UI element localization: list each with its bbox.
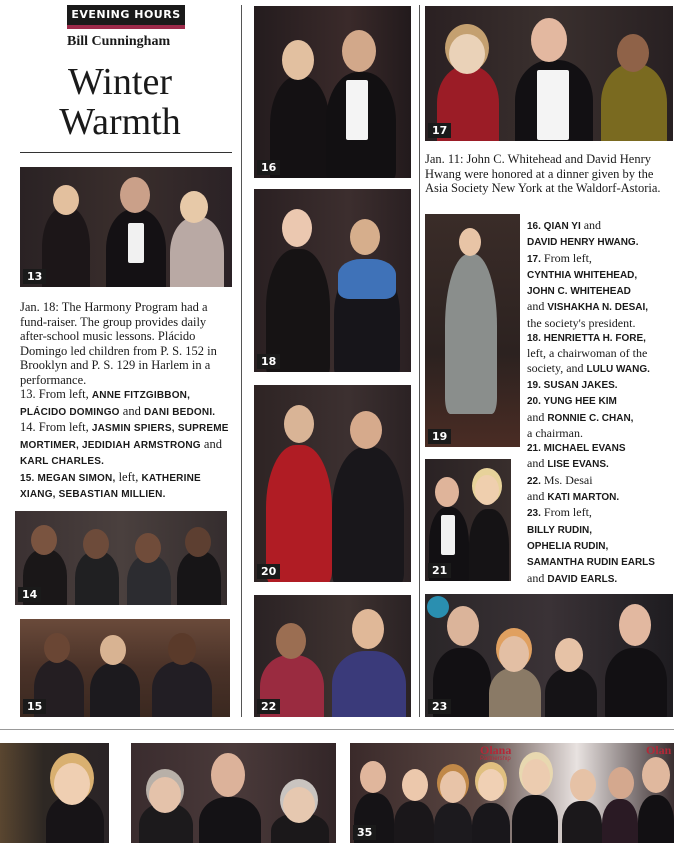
harmony-caption <box>20 300 234 503</box>
caption-name: KATI MARTON. <box>547 492 620 504</box>
photo-number: 35 <box>353 825 376 840</box>
photo-number: 16 <box>257 160 280 175</box>
photo-19 <box>425 214 520 447</box>
caption-name: JOHN C. WHITEHEAD <box>527 286 631 298</box>
caption-14-name: KARL CHARLES. <box>20 456 105 467</box>
photo-21 <box>425 459 511 581</box>
title-divider <box>20 152 232 153</box>
caption-14-prefix: 14. From left, <box>20 420 89 434</box>
photo-bottom-left <box>0 743 109 843</box>
caption-name: 16. QIAN YI <box>527 221 581 232</box>
right-caption-list <box>527 218 673 587</box>
asia-caption <box>425 152 670 196</box>
caption-name: VISHAKHA N. DESAI, <box>547 302 649 314</box>
caption-line <box>527 571 673 587</box>
asia-intro: Jan. 11: John C. Whitehead and David Henry Hwang were honored at a dinner given by the Asia Society New York at the Waldorf-Astoria. <box>425 152 661 195</box>
caption-text: From left, <box>540 505 592 520</box>
photo-20 <box>254 385 411 582</box>
photo-number: 22 <box>257 699 280 714</box>
caption-15-name: KATHERINE <box>141 472 201 484</box>
photo-number: 21 <box>428 563 451 578</box>
caption-name: DAVID HENRY HWANG. <box>527 237 639 249</box>
caption-line <box>527 440 673 456</box>
caption-name: 20. YUNG HEE KIM <box>527 396 617 408</box>
caption-line <box>527 251 673 267</box>
photo-number: 17 <box>428 123 451 138</box>
caption-line <box>527 361 673 377</box>
caption-line <box>527 426 673 440</box>
caption-line <box>527 489 673 505</box>
caption-line <box>527 505 673 521</box>
caption-15-name: 15. MEGAN SIMON, <box>20 472 116 484</box>
photo-number: 14 <box>18 587 41 602</box>
photo-number: 23 <box>428 699 451 714</box>
caption-name: RONNIE C. CHAN, <box>547 412 634 424</box>
caption-name: SAMANTHA RUDIN EARLS <box>527 557 655 569</box>
caption-line <box>527 330 673 346</box>
photo-number: 15 <box>23 699 46 714</box>
harmony-intro: Jan. 18: The Harmony Program had a fund-raiser. The group provides daily after-school music lessons. Plácido Domingo led children from P. S. 152 in Brooklyn and P. S. 129 in Harlem in a performance. <box>20 300 217 387</box>
backdrop-logo-text: Olana <box>480 743 512 757</box>
photo-13 <box>20 167 232 287</box>
caption-name: LULU WANG. <box>586 363 650 375</box>
caption-name: DAVID EARLS. <box>547 573 618 585</box>
caption-name: 19. SUSAN JAKES. <box>527 379 618 391</box>
caption-text: society, and <box>527 360 587 375</box>
photo-22 <box>254 595 411 717</box>
section-kicker: EVENING HOURS <box>67 5 185 29</box>
caption-name: 23. <box>527 508 541 520</box>
caption-13-and: and <box>122 403 141 418</box>
photo-number: 20 <box>257 564 280 579</box>
column-divider-left <box>241 5 242 717</box>
photo-bottom-middle <box>131 743 336 843</box>
title-line-2: Warmth <box>59 101 181 143</box>
caption-text: and <box>580 218 602 232</box>
caption-line <box>527 267 673 283</box>
caption-text: and <box>527 409 548 424</box>
caption-13-name: PLÁCIDO DOMINGO <box>20 406 120 418</box>
caption-name: BILLY RUDIN, <box>527 524 593 536</box>
byline: Bill Cunningham <box>67 34 171 49</box>
caption-text: the society's president. <box>527 315 636 330</box>
caption-name: LISE EVANS. <box>547 459 609 471</box>
photo-15 <box>20 619 230 717</box>
caption-line <box>527 554 673 570</box>
caption-14-and: and <box>203 436 222 451</box>
caption-15-name: XIANG, SEBASTIAN MILLIEN. <box>20 489 166 500</box>
caption-14-name: ARMSTRONG <box>133 439 201 451</box>
caption-line <box>527 522 673 538</box>
backdrop-logo-subtext: Partnership <box>480 756 511 762</box>
caption-13-prefix: 13. From left, <box>20 387 89 401</box>
caption-name: CYNTHIA WHITEHEAD, <box>527 269 638 281</box>
caption-13-name: ANNE FITZGIBBON, <box>91 390 191 401</box>
title-line-1: Winter <box>68 61 172 103</box>
caption-line <box>527 410 673 426</box>
photo-number: 18 <box>257 354 280 369</box>
caption-text: a chairman. <box>527 425 583 440</box>
caption-name: 17. <box>527 253 541 265</box>
caption-line <box>527 456 673 472</box>
photo-number: 13 <box>23 269 46 284</box>
caption-text: Ms. Desai <box>540 472 593 487</box>
caption-line <box>527 346 673 360</box>
caption-text: and <box>527 456 548 471</box>
photo-17 <box>425 6 673 141</box>
caption-15-left: left, <box>118 469 139 484</box>
photo-23 <box>425 594 673 717</box>
caption-name: 21. MICHAEL EVANS <box>527 443 626 455</box>
page-title <box>30 62 210 142</box>
caption-13-name: DANI BEDONI. <box>143 406 216 418</box>
caption-line <box>527 377 673 393</box>
bottom-row-divider <box>0 729 674 730</box>
caption-line <box>527 393 673 409</box>
caption-line <box>527 234 673 250</box>
caption-14-name: JASMIN SPIERS, <box>91 423 175 434</box>
caption-name: OPHELIA RUDIN, <box>527 540 609 552</box>
caption-line <box>527 473 673 489</box>
caption-line <box>527 538 673 554</box>
photo-35 <box>350 743 674 843</box>
caption-text: and <box>527 299 548 314</box>
photo-number: 19 <box>428 429 451 444</box>
caption-text: and <box>527 489 548 504</box>
column-divider-right <box>419 5 420 717</box>
photo-18 <box>254 189 411 372</box>
photo-16 <box>254 6 411 178</box>
caption-line <box>527 283 673 299</box>
caption-line <box>527 316 673 330</box>
caption-text: From left, <box>540 250 592 265</box>
caption-name: 22. <box>527 475 541 487</box>
caption-line <box>527 299 673 315</box>
logo-icon <box>427 596 449 618</box>
caption-text: left, a chairwoman of the <box>527 346 648 361</box>
caption-14-name: SUPREME MORTIMER, JEDIDIAH <box>20 423 229 451</box>
caption-name: 18. HENRIETTA H. FORE, <box>527 333 646 345</box>
caption-text: and <box>527 570 548 585</box>
caption-line <box>527 218 673 234</box>
backdrop-logo-text: Olan <box>646 743 672 757</box>
photo-14 <box>15 511 227 605</box>
